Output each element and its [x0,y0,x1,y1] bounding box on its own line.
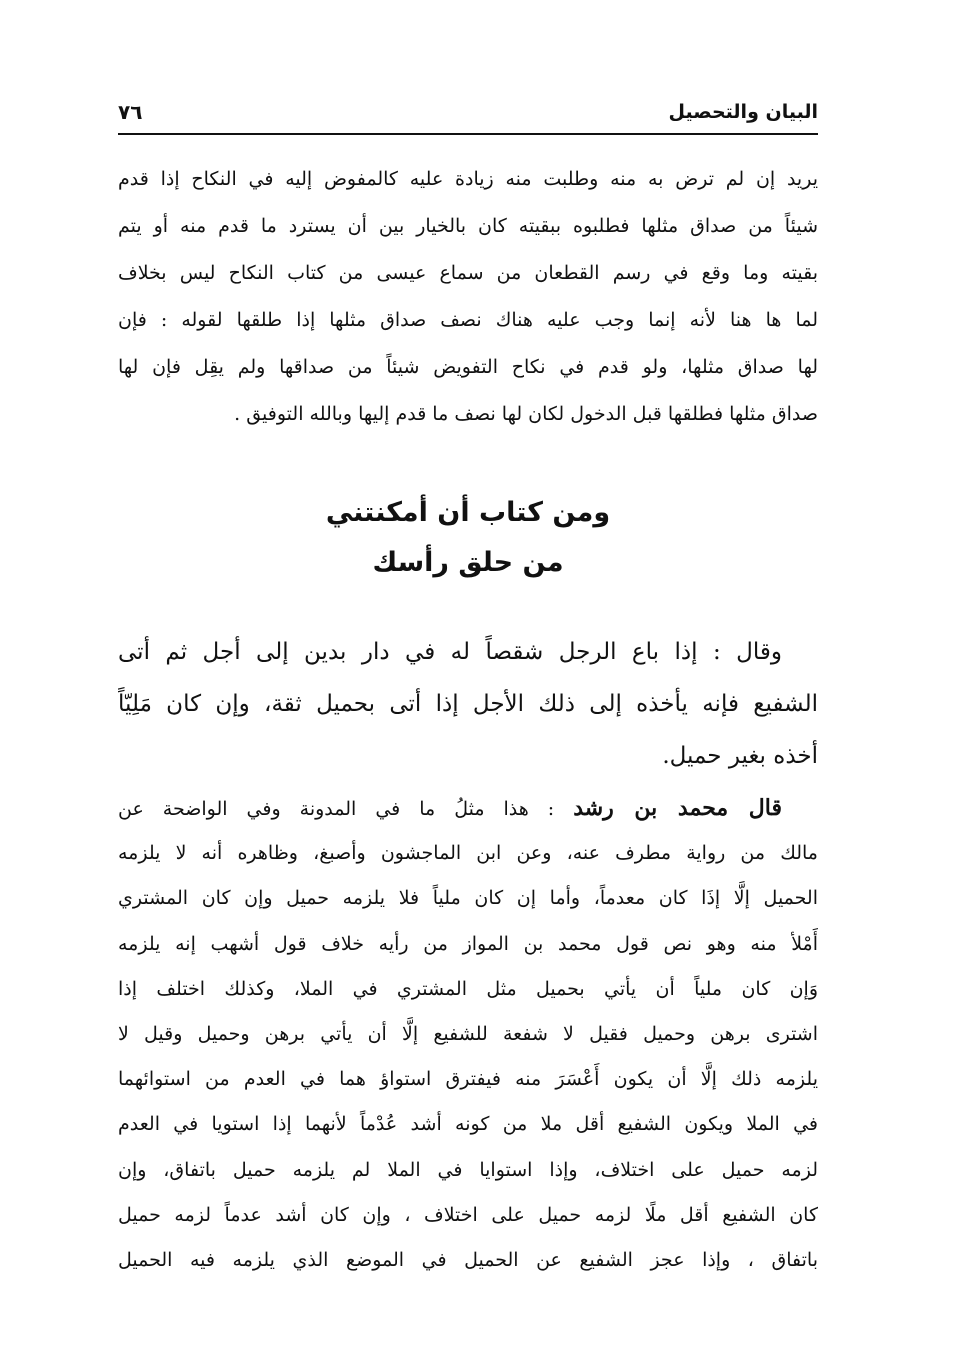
text-line: الشفيع فإنه يأخذه إلى ذلك الأجل إذا أتى بحميل ثقة، وإن كان مَلِيّاً [118,691,818,717]
quote-paragraph [118,626,818,782]
text-line: في الملا ويكون الشفيع أقل ملا من كونه أشد عُدْماً لأنهما إذا استويا في العدم [118,1113,818,1136]
commentary-first-line-text: : هذا مثلُ ما في المدونة وفي الواضحة عن [118,798,574,820]
top-paragraph [118,156,818,438]
running-header [118,98,818,128]
text-line: اشترى برهن وحميل فقيل لا شفعة للشفيع إلَّا أن يأتي برهن وحميل وقيل لا [118,1022,818,1045]
text-line: لما ها هنا لأنه إنما وجب عليه هناك نصف صداق مثلها إذا طلقها لقوله : فإن [118,309,818,331]
text-line: بقيته وما وقع في رسم القطعان من سماع عيسى من كتاب النكاح ليس بخلاف [118,262,818,284]
commentary-paragraph [118,786,818,1283]
text-line: أخذه بغير حميل. [662,743,818,769]
page-number: ٧٦ [118,100,143,124]
text-line: لزمه حميل على اختلاف، وإذا استوايا في الملا لم يلزمه حميل باتفاق، وإن [118,1158,818,1181]
text-line: باتفاق ، وإذا عجز الشفيع عن الحميل في الموضع الذي يلزمه فيه الحميل [118,1248,818,1271]
section-heading [118,488,818,588]
header-divider [118,133,818,135]
text-line: صداق مثلها فطلقها قبل الدخول لكان لها نصف ما قدم إليها وبالله التوفيق . [234,403,818,425]
section-heading-line-1: ومن كتاب أن أمكنتني [325,497,611,528]
text-line: يلزمه ذلك إلَّا أن يكون أَعْسَرَ منه فيفترق استواؤ هما في العدم من استوائهما [118,1068,818,1091]
text-line: يريد إن لم ترض به منه وطلبت منه زيادة عليه كالمفوض إليه في النكاح إذا قدم [118,168,818,190]
text-line: لها صداق مثلها، ولو قدم في نكاح التفويض شيئاً من صداقها ولم يقِل فإن لها [118,356,818,378]
text-line: مالك من رواية مطرف عنه، وعن ابن الماجشون وأصبغ، وظاهره أنه لا يلزمه [118,842,818,865]
text-line: وقال : إذا باع الرجل شقصاً له في دار بدين إلى أجل ثم أتى [118,639,782,665]
speaker-name: قال محمد بن رشد [573,795,782,821]
header-title: البيان والتحصيل [668,101,818,123]
text-line: شيئاً من صداق مثلها فطلبوه ببقيته كان بالخيار بين أن يسترد ما قدم منه أو يتم [118,215,818,237]
text-line [118,786,818,831]
text-line: الحميل إلَّا إذَا كان معدماً، وأما إن كان ملياً فلا يلزمه حميل وإن كان المشتري [118,887,818,910]
text-line: وَإن كان ملياً أن يأتي بحميل مثل المشتري في الملا، وكذلك اختلف إذا [118,977,818,1000]
section-heading-line-2: من حلق رأسك [372,547,564,578]
text-line: أَمْلأ منه وهو نص قول محمد بن المواز من رأيه خلاف قول أشهب إنه يلزمه [118,932,818,955]
text-line: كان الشفيع أقل ملًا لزمه حميل على اختلاف ، وإن كان أشد عدماً لزمه حميل [118,1203,818,1226]
